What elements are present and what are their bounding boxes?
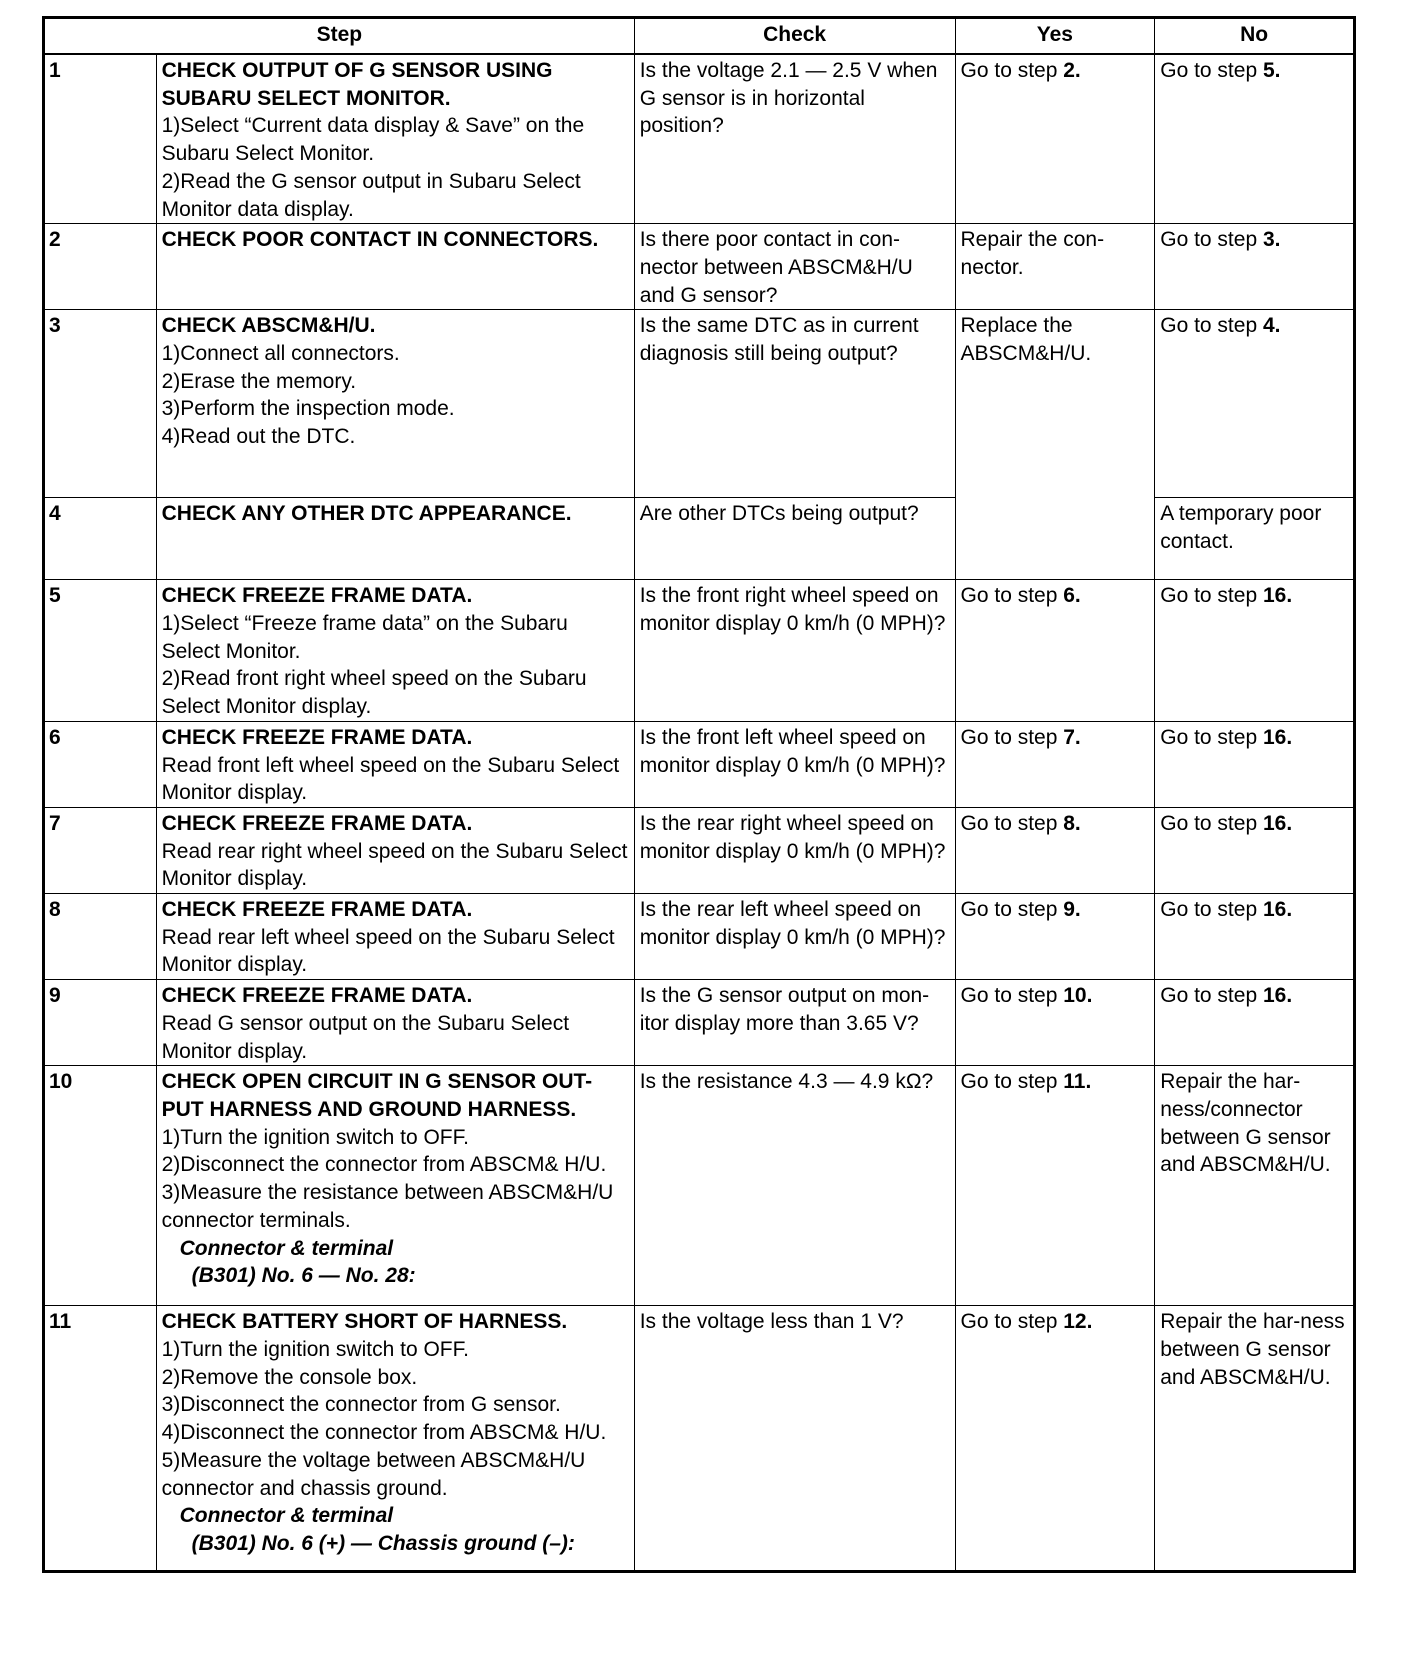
step-title: CHECK FREEZE FRAME DATA. (161, 725, 473, 749)
yes-cell-empty (955, 498, 1155, 580)
step-line: 3)Measure the resistance between ABSCM&H/U connector terminals. (161, 1181, 614, 1232)
table-row (44, 498, 1355, 580)
connector-terminal: (B301) No. 6 — No. 28: (191, 1264, 416, 1288)
no-step-ref: 16. (1262, 584, 1293, 608)
no-step-ref: 16. (1262, 898, 1293, 922)
step-line: 4)Disconnect the connector from ABSCM& H/U. (161, 1421, 607, 1445)
step-description (156, 894, 634, 980)
check-cell: Is the voltage less than 1 V? (634, 1306, 955, 1572)
table-row (44, 894, 1355, 980)
step-line: 3)Perform the inspection mode. (161, 397, 455, 421)
step-title: CHECK ABSCM&H/U. (161, 314, 376, 338)
yes-text: Go to step (960, 1310, 1064, 1334)
header-check: Check (634, 18, 955, 55)
table-row (44, 1306, 1355, 1572)
step-title: CHECK FREEZE FRAME DATA. (161, 984, 473, 1008)
yes-cell: Repair the con-nector. (955, 224, 1155, 310)
check-cell: Is the resistance 4.3 — 4.9 kΩ? (634, 1066, 955, 1306)
no-text: Go to step (1160, 984, 1263, 1008)
yes-step-ref: 9. (1063, 898, 1081, 922)
no-step-ref: 16. (1262, 811, 1293, 835)
step-line: 3)Disconnect the connector from G sensor. (161, 1393, 561, 1417)
step-line: Read G sensor output on the Subaru Select Monitor display. (161, 1011, 570, 1063)
header-yes: Yes (955, 18, 1155, 55)
step-line: 5)Measure the voltage between ABSCM&H/U connector and chassis ground. (161, 1448, 586, 1500)
step-line: 2)Disconnect the connector from ABSCM& H/U. (161, 1153, 607, 1177)
step-number: 4 (44, 498, 157, 580)
step-line: Read front left wheel speed on the Subaru Select Monitor display. (161, 753, 620, 805)
check-cell: Is the voltage 2.1 — 2.5 V when G sensor is in horizontal position? (634, 54, 955, 224)
diagnostic-table (42, 16, 1356, 1573)
connector-label: Connector & terminal (179, 1236, 394, 1260)
table-row (44, 54, 1355, 224)
step-title: CHECK OPEN CIRCUIT IN G SENSOR OUT-PUT HARNESS AND GROUND HARNESS. (161, 1070, 593, 1121)
step-description (156, 1306, 634, 1572)
yes-cell (955, 580, 1155, 722)
no-text: Go to step (1160, 59, 1263, 82)
no-text: Go to step (1160, 228, 1263, 252)
yes-text: Go to step (960, 584, 1064, 608)
step-line: 2)Erase the memory. (161, 369, 357, 393)
step-number: 10 (44, 1066, 157, 1306)
check-cell: Is there poor contact in con-nector between ABSCM&H/U and G sensor? (634, 224, 955, 310)
no-text: Go to step (1160, 584, 1263, 608)
no-cell: A temporary poor contact. (1155, 498, 1355, 580)
connector-label: Connector & terminal (179, 1504, 394, 1528)
step-description (156, 980, 634, 1066)
step-line: 1)Select “Current data display & Save” on the Subaru Select Monitor. (161, 114, 585, 166)
yes-cell (955, 1066, 1155, 1306)
yes-step-ref: 6. (1063, 584, 1081, 608)
no-cell (1155, 980, 1355, 1066)
yes-cell (955, 721, 1155, 807)
check-cell: Is the front right wheel speed on monitor display 0 km/h (0 MPH)? (634, 580, 955, 722)
no-text: Go to step (1160, 898, 1263, 922)
step-description (156, 807, 634, 893)
no-text: Go to step (1160, 314, 1263, 338)
step-title: CHECK OUTPUT OF G SENSOR USING SUBARU SELECT MONITOR. (161, 59, 553, 110)
yes-text: Go to step (960, 811, 1064, 835)
step-description (156, 224, 634, 310)
check-cell: Are other DTCs being output? (634, 498, 955, 580)
no-cell (1155, 224, 1355, 310)
check-cell: Is the rear left wheel speed on monitor display 0 km/h (0 MPH)? (634, 894, 955, 980)
yes-cell (955, 1306, 1155, 1572)
check-cell: Is the front left wheel speed on monitor display 0 km/h (0 MPH)? (634, 721, 955, 807)
step-number: 11 (44, 1306, 157, 1572)
step-number: 1 (44, 54, 157, 224)
step-line: 2)Read front right wheel speed on the Subaru Select Monitor display. (161, 667, 587, 719)
yes-cell (955, 980, 1155, 1066)
step-title: CHECK FREEZE FRAME DATA. (161, 584, 473, 608)
step-description (156, 721, 634, 807)
yes-text: Go to step (960, 59, 1064, 82)
step-description (156, 498, 634, 580)
no-cell: Repair the har-ness/connector between G sensor and ABSCM&H/U. (1155, 1066, 1355, 1306)
step-title: CHECK BATTERY SHORT OF HARNESS. (161, 1310, 568, 1334)
step-line: Read rear right wheel speed on the Subaru Select Monitor display. (161, 839, 628, 891)
step-number: 8 (44, 894, 157, 980)
table-row (44, 1066, 1355, 1306)
no-cell (1155, 310, 1355, 498)
step-number: 5 (44, 580, 157, 722)
header-step: Step (44, 18, 635, 55)
header-row (44, 18, 1355, 55)
step-line: 2)Remove the console box. (161, 1365, 418, 1389)
step-line: 1)Select “Freeze frame data” on the Subaru Select Monitor. (161, 612, 568, 663)
yes-cell (955, 894, 1155, 980)
table-row (44, 807, 1355, 893)
step-title: CHECK ANY OTHER DTC APPEARANCE. (161, 502, 572, 526)
step-description (156, 310, 634, 498)
no-cell: Repair the har-ness between G sensor and ABSCM&H/U. (1155, 1306, 1355, 1572)
step-line: Read rear left wheel speed on the Subaru Select Monitor display. (161, 925, 615, 977)
step-title: CHECK POOR CONTACT IN CONNECTORS. (161, 228, 599, 252)
yes-cell (955, 54, 1155, 224)
table-row (44, 580, 1355, 722)
no-step-ref: 5. (1262, 59, 1281, 82)
step-title: CHECK FREEZE FRAME DATA. (161, 898, 473, 922)
step-line: 1)Turn the ignition switch to OFF. (161, 1125, 469, 1149)
yes-step-ref: 11. (1063, 1070, 1092, 1094)
table-row (44, 721, 1355, 807)
yes-text: Go to step (960, 898, 1064, 922)
yes-cell: Replace the ABSCM&H/U. (955, 310, 1155, 498)
yes-step-ref: 8. (1063, 811, 1081, 835)
yes-text: Go to step (960, 1070, 1064, 1094)
no-step-ref: 16. (1262, 725, 1293, 749)
no-cell (1155, 54, 1355, 224)
step-number: 7 (44, 807, 157, 893)
yes-text: Go to step (960, 984, 1064, 1008)
step-number: 9 (44, 980, 157, 1066)
no-cell (1155, 894, 1355, 980)
yes-step-ref: 7. (1063, 725, 1081, 749)
step-number: 3 (44, 310, 157, 498)
step-line: 1)Turn the ignition switch to OFF. (161, 1337, 469, 1361)
no-cell (1155, 721, 1355, 807)
no-step-ref: 3. (1262, 228, 1281, 252)
no-step-ref: 16. (1262, 984, 1293, 1008)
step-number: 2 (44, 224, 157, 310)
step-number: 6 (44, 721, 157, 807)
check-cell: Is the rear right wheel speed on monitor display 0 km/h (0 MPH)? (634, 807, 955, 893)
step-title: CHECK FREEZE FRAME DATA. (161, 811, 473, 835)
header-no: No (1155, 18, 1355, 55)
no-step-ref: 4. (1262, 314, 1281, 338)
connector-terminal: (B301) No. 6 (+) — Chassis ground (–): (191, 1531, 575, 1555)
step-description (156, 54, 634, 224)
yes-cell (955, 807, 1155, 893)
table-row (44, 224, 1355, 310)
table-row (44, 310, 1355, 498)
step-description (156, 580, 634, 722)
check-cell: Is the same DTC as in current diagnosis still being output? (634, 310, 955, 498)
step-line: 4)Read out the DTC. (161, 425, 356, 449)
step-line: 1)Connect all connectors. (161, 342, 400, 366)
yes-text: Go to step (960, 725, 1064, 749)
no-text: Go to step (1160, 725, 1263, 749)
check-cell: Is the G sensor output on mon-itor display more than 3.65 V? (634, 980, 955, 1066)
step-line: 2)Read the G sensor output in Subaru Select Monitor data display. (161, 169, 581, 221)
table-row (44, 980, 1355, 1066)
no-text: Go to step (1160, 811, 1263, 835)
yes-step-ref: 10. (1063, 984, 1093, 1008)
step-description (156, 1066, 634, 1306)
no-cell (1155, 807, 1355, 893)
no-cell (1155, 580, 1355, 722)
yes-step-ref: 12. (1063, 1310, 1093, 1334)
yes-step-ref: 2. (1063, 59, 1081, 82)
